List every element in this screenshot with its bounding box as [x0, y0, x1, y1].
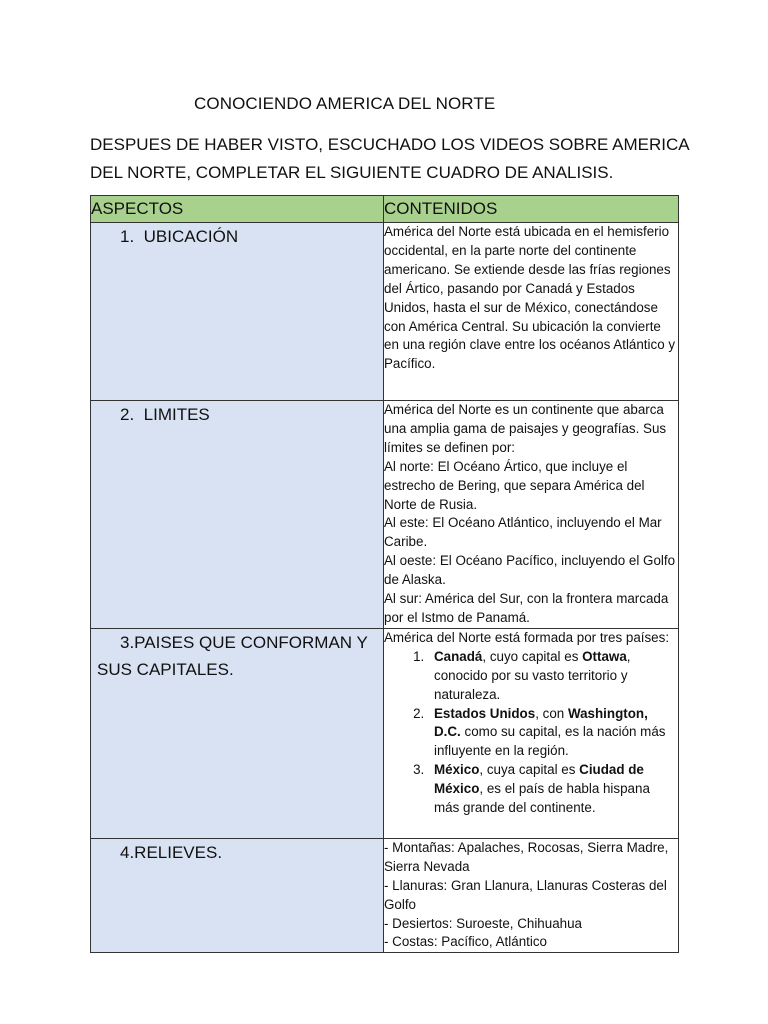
content-line: Al oeste: El Océano Pacífico, incluyendo el Golfo de Alaska. — [384, 553, 676, 588]
country-text: , conocido por su vasto territorio y naturaleza. — [434, 648, 631, 702]
aspect-label: 3.PAISES QUE CONFORMAN Y SUS CAPITALES. — [97, 632, 368, 679]
table-header-row — [91, 196, 679, 223]
country-text: , cuya capital es — [479, 762, 580, 778]
aspect-cell-limites — [91, 401, 384, 629]
list-item — [428, 705, 678, 762]
content-cell-limites — [384, 401, 679, 629]
capital-name: Ottawa — [582, 648, 627, 664]
content-cell-paises — [384, 628, 679, 838]
header-aspects: ASPECTOS — [91, 196, 384, 223]
country-name: Canadá — [434, 648, 483, 664]
aspect-cell-ubicacion — [91, 223, 384, 401]
aspect-label: LIMITES — [143, 405, 210, 424]
list-item — [428, 761, 678, 818]
content-line: América del Norte es un continente que abarca una amplia gama de paisajes y geografías. Sus límites se definen por: — [384, 402, 667, 455]
content-line: - Montañas: Apalaches, Rocosas, Sierra Madre, Sierra Nevada — [384, 839, 669, 874]
aspect-number: 2. — [120, 405, 135, 424]
content-line: - Costas: Pacífico, Atlántico — [384, 934, 547, 950]
capital-name: Ciudad de México — [434, 762, 644, 797]
content-cell-ubicacion — [384, 223, 679, 401]
country-text: , es el país de habla hispana más grande del continente. — [434, 781, 650, 816]
analysis-table — [90, 195, 679, 953]
country-text: , cuyo capital es — [482, 648, 583, 664]
content-line: - Llanuras: Gran Llanura, Llanuras Costeras del Golfo — [384, 877, 667, 912]
content-line: Al este: El Océano Atlántico, incluyendo el Mar Caribe. — [384, 515, 662, 550]
aspect-cell-paises — [91, 628, 384, 838]
content-line: Al norte: El Océano Ártico, que incluye el estrecho de Bering, que separa América del Norte de Rusia. — [384, 458, 645, 512]
countries-list — [384, 648, 678, 818]
table-row-paises — [91, 628, 679, 838]
capital-name: Washington, D.C. — [434, 705, 648, 740]
header-contents: CONTENIDOS — [384, 196, 679, 223]
content-line: - Desiertos: Suroeste, Chihuahua — [384, 915, 582, 931]
content-cell-relieves — [384, 838, 679, 952]
document-title: CONOCIENDO AMERICA DEL NORTE — [194, 94, 496, 113]
content-line: Al sur: América del Sur, con la frontera marcada por el Istmo de Panamá. — [384, 591, 669, 625]
content-text: América del Norte está formada por tres países: — [384, 629, 670, 645]
content-text: América del Norte está ubicada en el hemisferio occidental, en la parte norte del continente americano. Se extiende desde las frías regiones del Ártico, pasando por Canadá y Estados Unidos, hasta el sur de México, conectándose con América Central. Su ubicación la convierte en una región clave entre los océanos Atlántico y Pacífico. — [384, 224, 676, 372]
table-row-ubicacion — [91, 223, 679, 401]
country-text: , con — [535, 705, 568, 721]
instructions-paragraph: DESPUES DE HABER VISTO, ESCUCHADO LOS VIDEOS SOBRE AMERICA DEL NORTE, COMPLETAR EL SIGUIENTE CUADRO DE ANALISIS. — [90, 135, 689, 182]
list-item — [428, 648, 678, 705]
country-name: Estados Unidos — [434, 705, 536, 721]
aspect-label: 4.RELIEVES. — [120, 842, 223, 862]
aspect-number: 1. — [120, 227, 135, 246]
aspect-label: UBICACIÓN — [143, 227, 239, 246]
aspect-cell-relieves — [91, 838, 384, 952]
country-name: México — [434, 762, 480, 778]
country-text: como su capital, es la nación más influyente en la región. — [434, 724, 666, 759]
table-row-relieves — [91, 838, 679, 952]
table-row-limites — [91, 401, 679, 629]
